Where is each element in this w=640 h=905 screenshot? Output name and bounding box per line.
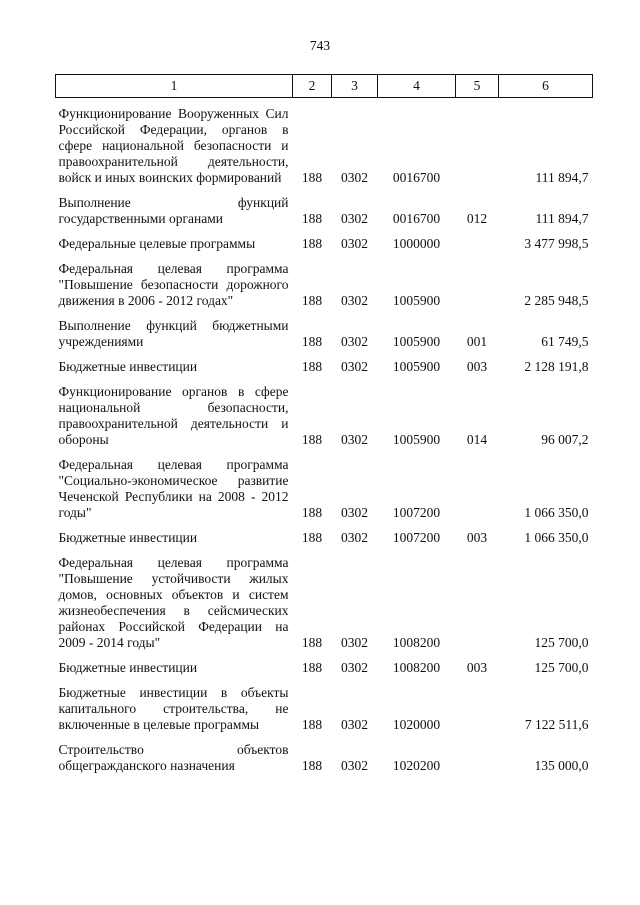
- row-col-5: [456, 680, 499, 737]
- row-name: Выполнение функций государственными органами: [58, 195, 289, 226]
- row-col-4: 1005900: [392, 359, 441, 374]
- row-col-3: 0302: [341, 717, 368, 732]
- row-col-5: [456, 550, 499, 655]
- row-col-5: 014: [466, 432, 488, 447]
- table-row: [56, 452, 593, 525]
- row-col-4: 1005900: [392, 334, 441, 349]
- row-col-3: 0302: [341, 758, 368, 773]
- row-amount: 125 700,0: [534, 635, 589, 650]
- row-col-3: 0302: [341, 334, 368, 349]
- row-col-5: 003: [466, 359, 488, 374]
- row-col-2: 188: [301, 717, 323, 732]
- header-col-5: 5: [456, 75, 499, 98]
- row-col-4: 1020200: [392, 758, 441, 773]
- table-row: [56, 550, 593, 655]
- row-col-2: 188: [301, 635, 323, 650]
- row-col-4: 1005900: [392, 432, 441, 447]
- row-col-3: 0302: [341, 660, 368, 675]
- row-amount: 2 128 191,8: [524, 359, 589, 374]
- row-amount: 135 000,0: [534, 758, 589, 773]
- budget-table: [55, 74, 593, 778]
- row-col-3: 0302: [341, 170, 368, 185]
- row-amount: 96 007,2: [541, 432, 589, 447]
- table-header: [56, 75, 593, 98]
- row-name: Федеральная целевая программа "Повышение безопасности дорожного движения в 2006 - 2012 годах": [58, 261, 289, 308]
- row-col-5: [456, 256, 499, 313]
- header-row: [56, 75, 593, 98]
- table-row: [56, 98, 593, 191]
- row-col-5: 012: [466, 211, 488, 226]
- row-col-5: 001: [466, 334, 488, 349]
- row-col-2: 188: [301, 530, 323, 545]
- row-col-3: 0302: [341, 530, 368, 545]
- table-row: [56, 313, 593, 354]
- table-body: [56, 98, 593, 779]
- row-col-3: 0302: [341, 635, 368, 650]
- table-row: [56, 680, 593, 737]
- table-row: [56, 231, 593, 256]
- row-col-5: 003: [466, 530, 488, 545]
- row-col-4: 1007200: [392, 530, 441, 545]
- row-col-2: 188: [301, 334, 323, 349]
- row-name: Бюджетные инвестиции: [58, 359, 198, 374]
- header-col-6: 6: [499, 75, 593, 98]
- row-col-4: 1020000: [392, 717, 441, 732]
- row-name: Бюджетные инвестиции: [58, 660, 198, 675]
- table-row: [56, 737, 593, 778]
- row-col-2: 188: [301, 432, 323, 447]
- row-amount: 1 066 350,0: [524, 505, 589, 520]
- row-col-3: 0302: [341, 432, 368, 447]
- row-amount: 111 894,7: [535, 170, 589, 185]
- row-amount: 125 700,0: [534, 660, 589, 675]
- row-col-2: 188: [301, 505, 323, 520]
- table-row: [56, 379, 593, 452]
- row-col-3: 0302: [341, 293, 368, 308]
- row-col-4: 1005900: [392, 293, 441, 308]
- row-col-5: [456, 231, 499, 256]
- row-amount: 7 122 511,6: [524, 717, 589, 732]
- row-col-2: 188: [301, 211, 323, 226]
- row-col-5: [456, 737, 499, 778]
- header-col-4: 4: [378, 75, 456, 98]
- page-number: 743: [309, 38, 331, 53]
- row-col-4: 1007200: [392, 505, 441, 520]
- row-amount: 111 894,7: [535, 211, 589, 226]
- row-col-4: 1008200: [392, 635, 441, 650]
- row-col-2: 188: [301, 359, 323, 374]
- row-col-2: 188: [301, 660, 323, 675]
- row-col-4: 0016700: [392, 211, 441, 226]
- row-col-3: 0302: [341, 505, 368, 520]
- header-col-1: 1: [56, 75, 293, 98]
- row-name: Бюджетные инвестиции в объекты капитального строительства, не включенные в целевые программы: [58, 685, 289, 732]
- header-col-2: 2: [293, 75, 332, 98]
- row-col-2: 188: [301, 293, 323, 308]
- row-name: Функционирование органов в сфере национальной безопасности, правоохранительной деятельности и обороны: [58, 384, 289, 447]
- row-amount: 61 749,5: [541, 334, 589, 349]
- row-amount: 2 285 948,5: [524, 293, 589, 308]
- table-row: [56, 525, 593, 550]
- row-name: Бюджетные инвестиции: [58, 530, 198, 545]
- row-col-3: 0302: [341, 236, 368, 251]
- row-name: Функционирование Вооруженных Сил Российской Федерации, органов в сфере национальной безопасности и правоохранительной деятельности, войск и иных воинских формирований: [58, 106, 289, 185]
- row-col-3: 0302: [341, 359, 368, 374]
- header-col-3: 3: [332, 75, 378, 98]
- row-name: Федеральная целевая программа "Социально-экономическое развитие Чеченской Республики на 2008 - 2012 годы": [58, 457, 289, 520]
- table-row: [56, 256, 593, 313]
- table-row: [56, 655, 593, 680]
- row-col-3: 0302: [341, 211, 368, 226]
- row-col-5: [456, 452, 499, 525]
- row-name: Федеральная целевая программа "Повышение устойчивости жилых домов, основных объектов и систем жизнеобеспечения в сейсмических районах Российской Федерации на 2009 - 2014 годы": [58, 555, 289, 650]
- row-col-2: 188: [301, 758, 323, 773]
- row-col-5: 003: [466, 660, 488, 675]
- table-row: [56, 190, 593, 231]
- row-col-4: 1000000: [392, 236, 441, 251]
- row-col-4: 0016700: [392, 170, 441, 185]
- row-name: Федеральные целевые программы: [58, 236, 256, 251]
- table-row: [56, 354, 593, 379]
- row-col-2: 188: [301, 170, 323, 185]
- row-col-5: [456, 98, 499, 191]
- row-amount: 3 477 998,5: [524, 236, 589, 251]
- row-amount: 1 066 350,0: [524, 530, 589, 545]
- row-col-4: 1008200: [392, 660, 441, 675]
- row-name: Выполнение функций бюджетными учреждениями: [58, 318, 289, 349]
- row-name: Строительство объектов общегражданского назначения: [58, 742, 289, 773]
- row-col-2: 188: [301, 236, 323, 251]
